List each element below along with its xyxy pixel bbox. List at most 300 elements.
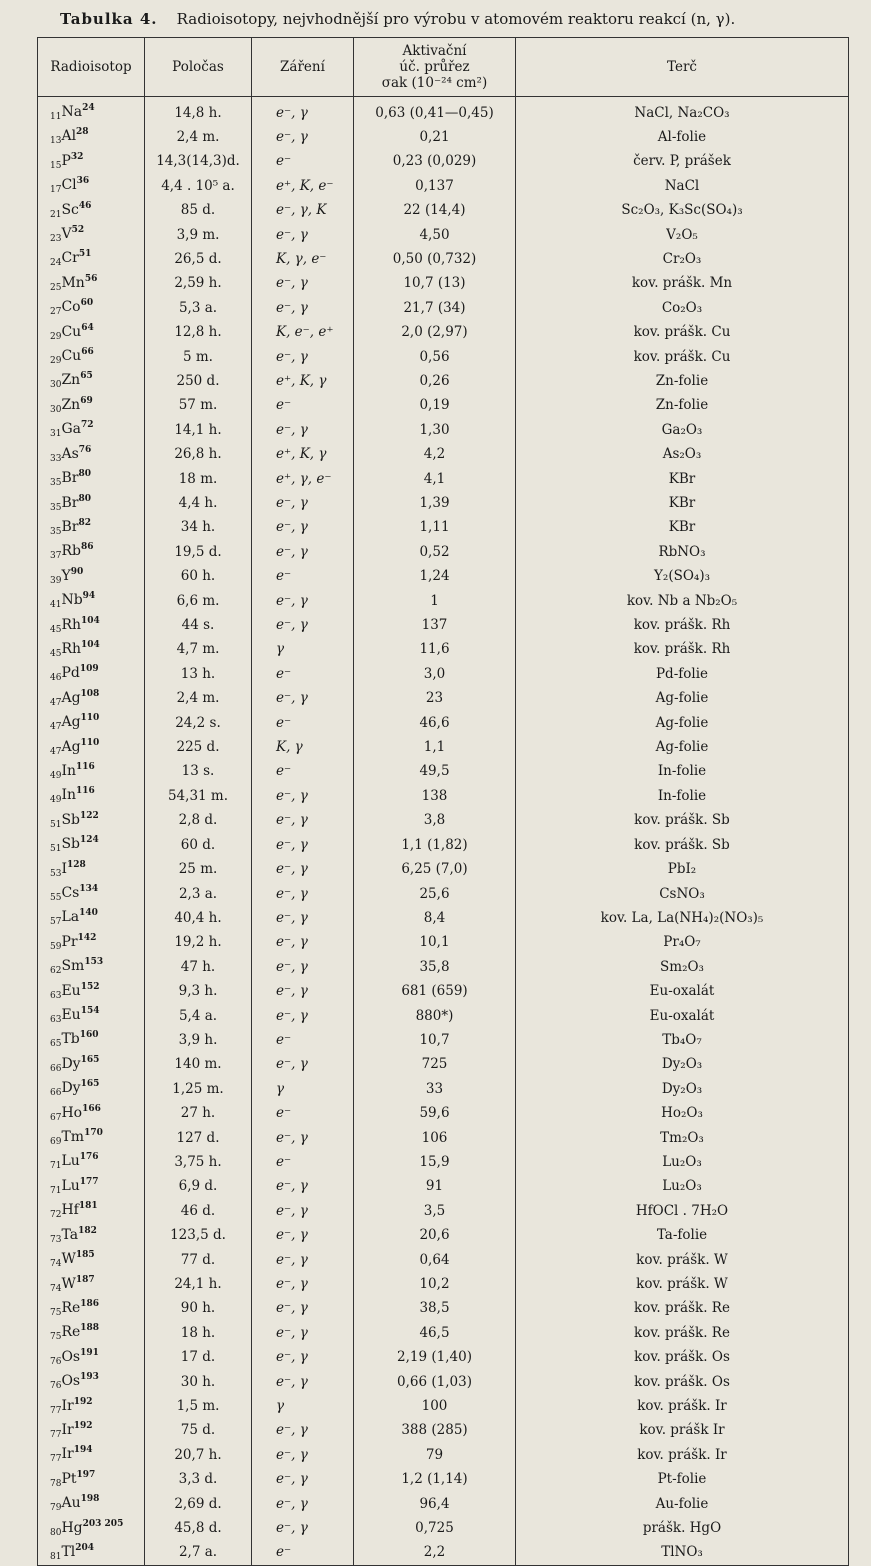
element-symbol: Re <box>61 1299 81 1316</box>
element-symbol: Co <box>61 299 81 316</box>
half-life-cell: 225 d. <box>145 736 252 760</box>
element-symbol: Tb <box>61 1031 80 1048</box>
table-row <box>38 1224 849 1248</box>
atomic-number: 25 <box>50 282 62 293</box>
table-row <box>38 589 849 613</box>
half-life-cell: 140 m. <box>145 1053 252 1077</box>
half-life-cell: 5 m. <box>145 345 252 369</box>
target-cell: Lu₂O₃ <box>516 1150 849 1174</box>
radiation-cell: e⁻, γ <box>252 272 354 296</box>
mass-number: 104 <box>81 615 100 626</box>
mass-number: 182 <box>78 1225 97 1236</box>
element-symbol: Rb <box>61 543 81 560</box>
element-symbol: Rh <box>61 616 82 633</box>
radiation-cell: e⁻, γ <box>252 1053 354 1077</box>
half-life-cell: 18 h. <box>145 1321 252 1345</box>
element-symbol: V <box>61 226 72 243</box>
half-life-cell: 4,4 h. <box>145 492 252 516</box>
table-row <box>38 1492 849 1516</box>
mass-number: 188 <box>80 1323 100 1334</box>
half-life-cell: 14,3(14,3)d. <box>145 150 252 174</box>
radiation-cell: e⁻, γ <box>252 418 354 442</box>
atomic-number: 57 <box>50 917 62 928</box>
isotope-cell <box>38 296 145 320</box>
target-cell: kov. prášk. Os <box>516 1346 849 1370</box>
mass-number: 170 <box>84 1128 103 1139</box>
element-symbol: Ga <box>61 421 81 438</box>
element-symbol: Ag <box>61 689 81 706</box>
radiation-cell: e⁻, γ <box>252 492 354 516</box>
table-row <box>38 223 849 247</box>
target-cell: KBr <box>516 467 849 491</box>
radiation-cell: e⁻, γ <box>252 906 354 930</box>
cross-section-cell: 725 <box>354 1053 516 1077</box>
half-life-cell: 14,8 h. <box>145 97 252 126</box>
radiation-cell: e⁻, γ <box>252 687 354 711</box>
mass-number: 51 <box>78 249 92 260</box>
table-row <box>38 296 849 320</box>
target-cell: Pt-folie <box>516 1468 849 1492</box>
mass-number: 203 205 <box>82 1518 124 1529</box>
half-life-cell: 20,7 h. <box>145 1443 252 1467</box>
atomic-number: 46 <box>50 673 62 684</box>
atomic-number: 59 <box>50 941 62 952</box>
target-cell: Au-folie <box>516 1492 849 1516</box>
header-cross-section-line2: úč. průřez <box>399 59 470 75</box>
half-life-cell: 127 d. <box>145 1126 252 1150</box>
radiation-cell: e⁻, γ <box>252 1419 354 1443</box>
element-symbol: Dy <box>61 1055 81 1072</box>
mass-number: 69 <box>80 395 93 406</box>
target-cell: kov. prášk. W <box>516 1248 849 1272</box>
cross-section-cell: 0,50 (0,732) <box>354 247 516 271</box>
radiation-cell: e⁻, γ <box>252 589 354 613</box>
half-life-cell: 2,3 a. <box>145 882 252 906</box>
cross-section-cell: 0,52 <box>354 540 516 564</box>
half-life-cell: 13 h. <box>145 662 252 686</box>
half-life-cell: 19,5 d. <box>145 540 252 564</box>
isotope-cell <box>38 97 145 126</box>
radiation-cell: e⁻, γ <box>252 1492 354 1516</box>
cross-section-cell: 880*) <box>354 1004 516 1028</box>
target-cell: RbNO₃ <box>516 540 849 564</box>
element-symbol: Lu <box>61 1153 80 1170</box>
cross-section-cell: 1 <box>354 589 516 613</box>
cross-section-cell: 15,9 <box>354 1150 516 1174</box>
mass-number: 194 <box>73 1445 93 1456</box>
table-row <box>38 1077 849 1101</box>
mass-number: 165 <box>80 1079 100 1090</box>
cross-section-cell: 1,30 <box>354 418 516 442</box>
target-cell: As₂O₃ <box>516 443 849 467</box>
target-cell: V₂O₅ <box>516 223 849 247</box>
table-row <box>38 1150 849 1174</box>
table-row <box>38 1297 849 1321</box>
table-row <box>38 247 849 271</box>
half-life-cell: 5,3 a. <box>145 296 252 320</box>
half-life-cell: 3,9 h. <box>145 1028 252 1052</box>
isotope-cell <box>38 1346 145 1370</box>
half-life-cell: 18 m. <box>145 467 252 491</box>
cross-section-cell: 35,8 <box>354 955 516 979</box>
target-cell: KBr <box>516 516 849 540</box>
table-row <box>38 345 849 369</box>
half-life-cell: 3,75 h. <box>145 1150 252 1174</box>
radiation-cell: e⁻, γ <box>252 1370 354 1394</box>
target-cell: Y₂(SO₄)₃ <box>516 565 849 589</box>
table-row <box>38 1468 849 1492</box>
radiation-cell: e⁻, γ <box>252 1321 354 1345</box>
half-life-cell: 1,25 m. <box>145 1077 252 1101</box>
isotope-cell <box>38 272 145 296</box>
target-cell: kov. prášk Ir <box>516 1419 849 1443</box>
radiation-cell: e⁻, γ <box>252 955 354 979</box>
isotope-cell <box>38 784 145 808</box>
element-symbol: Br <box>61 470 79 487</box>
table-header-row <box>38 38 849 97</box>
element-symbol: Pr <box>61 933 78 950</box>
target-cell: kov. prášk. Sb <box>516 809 849 833</box>
table-row <box>38 272 849 296</box>
cross-section-cell: 3,5 <box>354 1199 516 1223</box>
atomic-number: 11 <box>50 112 62 122</box>
table-row <box>38 321 849 345</box>
cross-section-cell: 100 <box>354 1395 516 1419</box>
half-life-cell: 75 d. <box>145 1419 252 1443</box>
mass-number: 109 <box>79 664 99 675</box>
isotope-cell <box>38 1419 145 1443</box>
target-cell: Lu₂O₃ <box>516 1175 849 1199</box>
cross-section-cell: 6,25 (7,0) <box>354 858 516 882</box>
target-cell: kov. prášk. Rh <box>516 638 849 662</box>
atomic-number: 35 <box>50 478 62 489</box>
mass-number: 56 <box>84 273 98 284</box>
target-cell: Pd-folie <box>516 662 849 686</box>
atomic-number: 35 <box>50 526 62 537</box>
half-life-cell: 6,6 m. <box>145 589 252 613</box>
mass-number: 186 <box>80 1298 100 1309</box>
target-cell: Ta-folie <box>516 1224 849 1248</box>
mass-number: 191 <box>80 1347 99 1358</box>
isotope-cell <box>38 955 145 979</box>
element-symbol: Eu <box>61 1007 81 1024</box>
element-symbol: Sc <box>61 201 79 218</box>
mass-number: 193 <box>80 1372 99 1383</box>
header-cross-section-line1: Aktivační <box>402 43 467 59</box>
isotope-cell <box>38 1248 145 1272</box>
element-symbol: Cu <box>61 323 82 340</box>
half-life-cell: 1,5 m. <box>145 1395 252 1419</box>
mass-number: 152 <box>80 981 100 992</box>
half-life-cell: 25 m. <box>145 858 252 882</box>
element-symbol: Lu <box>61 1177 80 1194</box>
half-life-cell: 12,8 h. <box>145 321 252 345</box>
cross-section-cell: 388 (285) <box>354 1419 516 1443</box>
cross-section-cell: 0,19 <box>354 394 516 418</box>
atomic-number: 29 <box>50 356 62 367</box>
element-symbol: Br <box>61 518 79 535</box>
radiation-cell: e⁻, γ <box>252 1004 354 1028</box>
mass-number: 110 <box>80 737 100 748</box>
target-cell: Al-folie <box>516 125 849 149</box>
mass-number: 160 <box>79 1030 99 1041</box>
isotope-cell <box>38 638 145 662</box>
mass-number: 142 <box>77 932 97 943</box>
target-cell: kov. prášk. Ir <box>516 1443 849 1467</box>
radiation-cell: e⁻ <box>252 662 354 686</box>
target-cell: Sc₂O₃, K₃Sc(SO₄)₃ <box>516 199 849 223</box>
cross-section-cell: 0,725 <box>354 1517 516 1541</box>
cross-section-cell: 33 <box>354 1077 516 1101</box>
mass-number: 165 <box>80 1054 100 1065</box>
table-row <box>38 760 849 784</box>
cross-section-cell: 106 <box>354 1126 516 1150</box>
atomic-number: 30 <box>50 404 62 415</box>
radiation-cell: e⁻, γ <box>252 980 354 1004</box>
header-cross-section-line3: σak (10⁻²⁴ cm²) <box>381 75 488 91</box>
table-row <box>38 418 849 442</box>
table-row <box>38 97 849 126</box>
element-symbol: Hf <box>61 1202 79 1219</box>
mass-number: 116 <box>76 786 95 797</box>
table-body <box>38 97 849 1566</box>
table-row <box>38 125 849 149</box>
atomic-number: 39 <box>50 575 62 586</box>
table-row <box>38 565 849 589</box>
element-symbol: Re <box>61 1324 81 1341</box>
isotope-cell <box>38 1395 145 1419</box>
cross-section-cell: 10,2 <box>354 1273 516 1297</box>
mass-number: 64 <box>81 322 94 333</box>
atomic-number: 69 <box>50 1137 62 1148</box>
isotope-cell <box>38 1321 145 1345</box>
atomic-number: 53 <box>50 868 62 879</box>
half-life-cell: 3,3 d. <box>145 1468 252 1492</box>
cross-section-cell: 10,1 <box>354 931 516 955</box>
target-cell: kov. prášk. Cu <box>516 345 849 369</box>
mass-number: 192 <box>73 1420 93 1431</box>
half-life-cell: 2,7 a. <box>145 1541 252 1566</box>
cross-section-cell: 0,21 <box>354 125 516 149</box>
isotope-cell <box>38 1150 145 1174</box>
half-life-cell: 34 h. <box>145 516 252 540</box>
isotope-cell <box>38 125 145 149</box>
table-row <box>38 931 849 955</box>
mass-number: 82 <box>78 517 91 528</box>
element-symbol: Cu <box>61 348 82 365</box>
isotope-cell <box>38 516 145 540</box>
radiation-cell: e⁺, K, γ <box>252 369 354 393</box>
atomic-number: 51 <box>50 844 62 855</box>
element-symbol: Tm <box>61 1129 85 1146</box>
mass-number: 181 <box>78 1201 98 1212</box>
half-life-cell: 85 d. <box>145 199 252 223</box>
table-caption <box>60 10 850 28</box>
radiation-cell: e⁻ <box>252 1150 354 1174</box>
radiation-cell: e⁺, K, e⁻ <box>252 174 354 198</box>
element-symbol: W <box>61 1275 76 1292</box>
target-cell: kov. prášk. Os <box>516 1370 849 1394</box>
isotope-cell <box>38 223 145 247</box>
target-cell: HfOCl . 7H₂O <box>516 1199 849 1223</box>
element-symbol: Al <box>61 128 77 145</box>
isotope-cell <box>38 418 145 442</box>
element-symbol: Ir <box>61 1397 74 1414</box>
table-row <box>38 1102 849 1126</box>
target-cell: kov. La, La(NH₄)₂(NO₃)₅ <box>516 906 849 930</box>
atomic-number: 66 <box>50 1088 62 1099</box>
table-row <box>38 150 849 174</box>
mass-number: 166 <box>82 1103 101 1114</box>
table-row <box>38 1028 849 1052</box>
element-symbol: Ag <box>61 738 81 755</box>
radiation-cell: e⁻, γ <box>252 1199 354 1223</box>
radiation-cell: e⁻, γ <box>252 784 354 808</box>
element-symbol: Tl <box>61 1543 76 1560</box>
cross-section-cell: 8,4 <box>354 906 516 930</box>
isotope-cell <box>38 1517 145 1541</box>
mass-number: 108 <box>80 688 100 699</box>
radiation-cell: K, γ, e⁻ <box>252 247 354 271</box>
target-cell: NaCl <box>516 174 849 198</box>
half-life-cell: 5,4 a. <box>145 1004 252 1028</box>
mass-number: 36 <box>76 176 90 187</box>
cross-section-cell: 2,19 (1,40) <box>354 1346 516 1370</box>
half-life-cell: 44 s. <box>145 614 252 638</box>
cross-section-cell: 4,2 <box>354 443 516 467</box>
isotope-cell <box>38 1102 145 1126</box>
half-life-cell: 2,59 h. <box>145 272 252 296</box>
half-life-cell: 6,9 d. <box>145 1175 252 1199</box>
atomic-number: 41 <box>50 600 62 611</box>
cross-section-cell: 46,5 <box>354 1321 516 1345</box>
atomic-number: 76 <box>50 1356 62 1367</box>
target-cell: Dy₂O₃ <box>516 1053 849 1077</box>
radiation-cell: γ <box>252 1077 354 1101</box>
table-row <box>38 1395 849 1419</box>
element-symbol: Os <box>61 1348 81 1365</box>
element-symbol: Cl <box>61 177 77 194</box>
cross-section-cell: 3,8 <box>354 809 516 833</box>
atomic-number: 75 <box>50 1307 62 1318</box>
table-row <box>38 980 849 1004</box>
element-symbol: Cr <box>61 250 79 267</box>
target-cell: kov. prášk. Re <box>516 1321 849 1345</box>
table-row <box>38 369 849 393</box>
isotope-cell <box>38 321 145 345</box>
target-cell: Eu-oxalát <box>516 1004 849 1028</box>
cross-section-cell: 1,2 (1,14) <box>354 1468 516 1492</box>
atomic-number: 49 <box>50 795 62 806</box>
target-cell: Ag-folie <box>516 711 849 735</box>
target-cell: kov. prášk. Ir <box>516 1395 849 1419</box>
cross-section-cell: 1,1 <box>354 736 516 760</box>
cross-section-cell: 10,7 (13) <box>354 272 516 296</box>
cross-section-cell: 23 <box>354 687 516 711</box>
atomic-number: 47 <box>50 722 62 733</box>
atomic-number: 24 <box>50 258 62 269</box>
isotope-cell <box>38 589 145 613</box>
radiation-cell: e⁻, γ <box>252 1468 354 1492</box>
table-row <box>38 809 849 833</box>
cross-section-cell: 1,39 <box>354 492 516 516</box>
mass-number: 116 <box>76 761 95 772</box>
table-row <box>38 443 849 467</box>
cross-section-cell: 22 (14,4) <box>354 199 516 223</box>
table-row <box>38 882 849 906</box>
target-cell: In-folie <box>516 760 849 784</box>
atomic-number: 55 <box>50 893 62 903</box>
atomic-number: 49 <box>50 770 62 781</box>
element-symbol: Dy <box>61 1080 81 1097</box>
element-symbol: Mn <box>61 274 85 291</box>
isotope-cell <box>38 443 145 467</box>
table-title: Radioisotopy, nejvhodnější pro výrobu v atomovém reaktoru reakcí (n, γ). <box>176 10 736 28</box>
table-number: Tabulka 4. <box>60 10 158 28</box>
atomic-number: 37 <box>50 551 62 562</box>
half-life-cell: 4,7 m. <box>145 638 252 662</box>
atomic-number: 47 <box>50 746 62 757</box>
isotope-cell <box>38 809 145 833</box>
atomic-number: 76 <box>50 1381 62 1392</box>
table-row <box>38 638 849 662</box>
isotope-cell <box>38 394 145 418</box>
mass-number: 187 <box>75 1274 95 1285</box>
atomic-number: 74 <box>50 1283 62 1294</box>
radiation-cell: γ <box>252 1395 354 1419</box>
target-cell: NaCl, Na₂CO₃ <box>516 97 849 126</box>
isotope-cell <box>38 931 145 955</box>
isotope-cell <box>38 492 145 516</box>
mass-number: 197 <box>76 1469 96 1480</box>
half-life-cell: 45,8 d. <box>145 1517 252 1541</box>
target-cell: kov. prášk. Re <box>516 1297 849 1321</box>
element-symbol: In <box>61 787 76 804</box>
table-row <box>38 858 849 882</box>
radiation-cell: e⁺, γ, e⁻ <box>252 467 354 491</box>
mass-number: 104 <box>81 639 100 650</box>
element-symbol: Cs <box>61 885 80 901</box>
half-life-cell: 26,5 d. <box>145 247 252 271</box>
target-cell: kov. prášk. Cu <box>516 321 849 345</box>
isotope-cell <box>38 565 145 589</box>
half-life-cell: 17 d. <box>145 1346 252 1370</box>
radiation-cell: e⁻ <box>252 150 354 174</box>
half-life-cell: 2,8 d. <box>145 809 252 833</box>
element-symbol: Sb <box>61 836 81 853</box>
isotope-cell <box>38 150 145 174</box>
element-symbol: Nb <box>61 592 83 609</box>
table-row <box>38 1419 849 1443</box>
radiation-cell: e⁻, γ <box>252 1126 354 1150</box>
table-row <box>38 736 849 760</box>
half-life-cell: 2,69 d. <box>145 1492 252 1516</box>
half-life-cell: 2,4 m. <box>145 125 252 149</box>
isotope-cell <box>38 174 145 198</box>
table-row <box>38 1126 849 1150</box>
atomic-number: 23 <box>50 234 62 245</box>
mass-number: 66 <box>81 347 94 358</box>
mass-number: 204 <box>75 1542 95 1553</box>
element-symbol: Sm <box>61 958 85 975</box>
target-cell: Pr₄O₇ <box>516 931 849 955</box>
mass-number: 176 <box>79 1152 99 1163</box>
mass-number: 24 <box>82 103 95 113</box>
table-row <box>38 1443 849 1467</box>
isotope-cell <box>38 1224 145 1248</box>
target-cell: Sm₂O₃ <box>516 955 849 979</box>
target-cell: Tb₄O₇ <box>516 1028 849 1052</box>
